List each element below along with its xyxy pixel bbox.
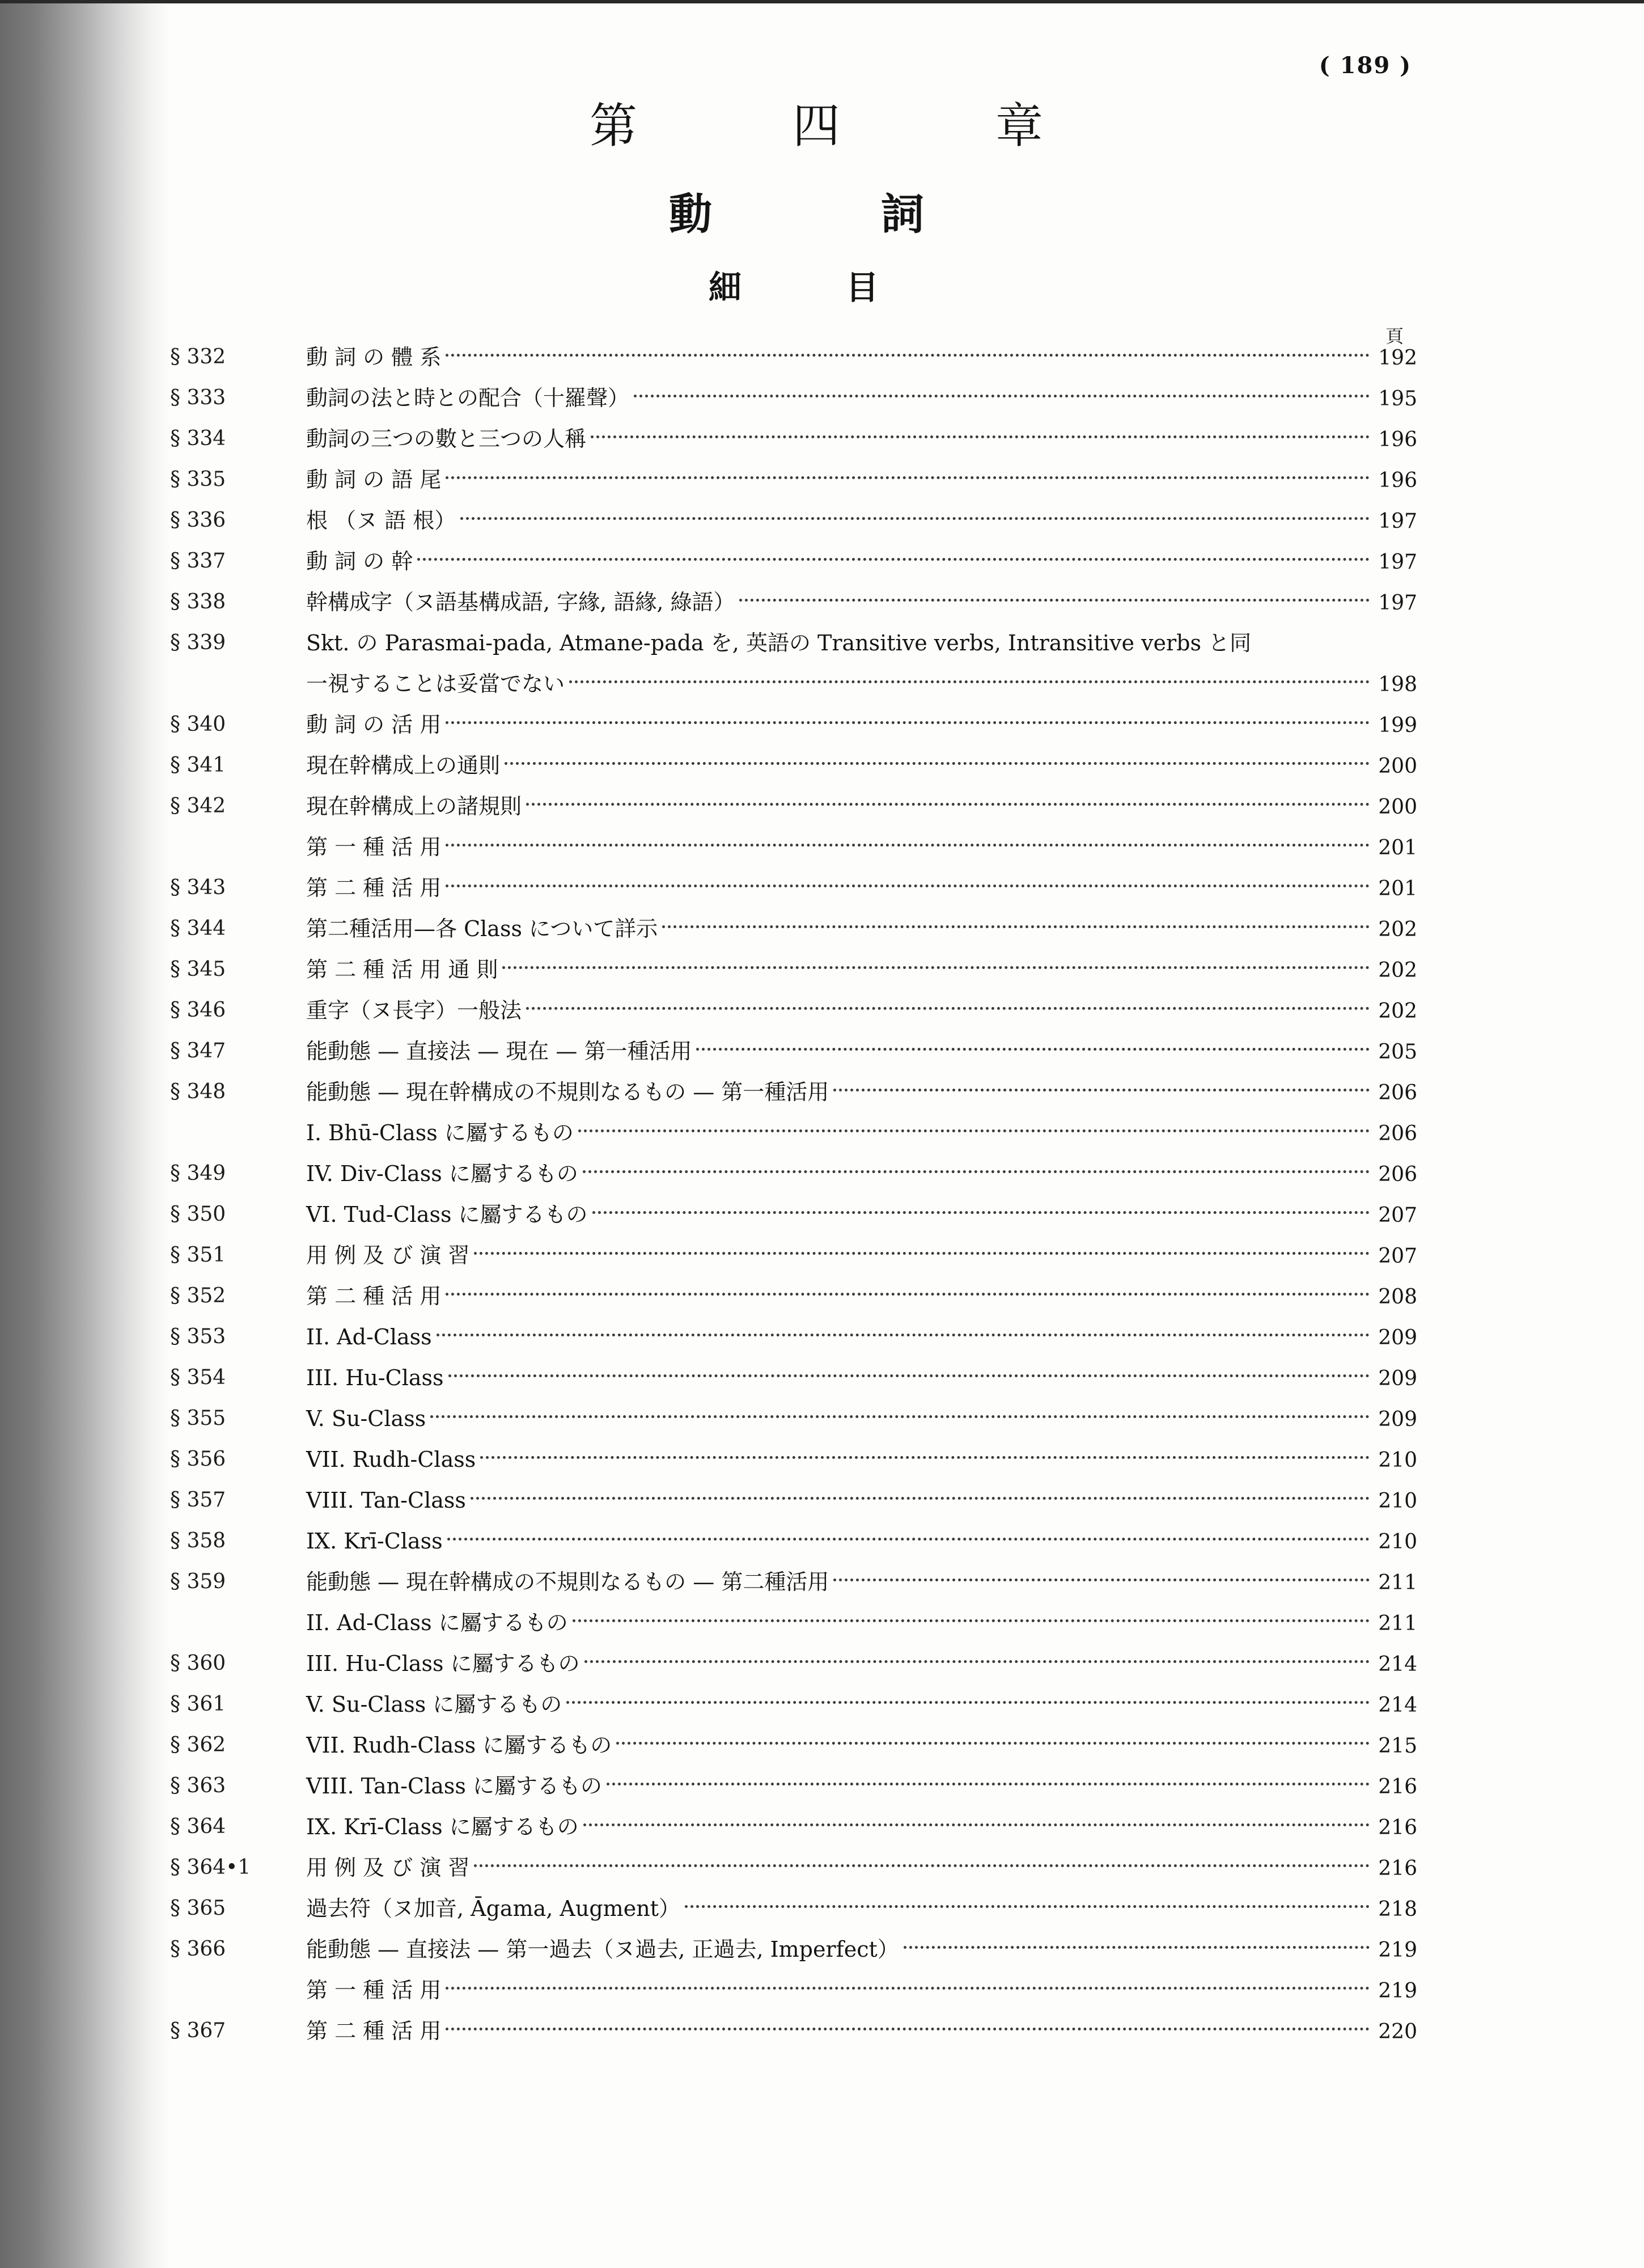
dot-leader xyxy=(591,435,1370,438)
entry-title: VIII. Tan-Class xyxy=(306,1488,466,1513)
entry-title: 現在幹構成上の通則 xyxy=(306,753,501,778)
entry-line xyxy=(306,1847,1417,1889)
toc-entry xyxy=(170,1521,1417,1562)
entry-title: VII. Rudh-Class に屬するもの xyxy=(306,1733,612,1758)
toc-entry xyxy=(170,745,1417,786)
page-ref: 210 xyxy=(1378,1490,1417,1513)
dot-leader xyxy=(446,2028,1370,2030)
section-number: § 345 xyxy=(170,958,226,981)
dot-leader xyxy=(526,1007,1370,1010)
page-number: ( 189 ) xyxy=(1319,52,1412,79)
entry-title: 能動態 — 現在幹構成の不規則なるもの — 第一種活用 xyxy=(306,1080,829,1105)
entry-title: 重字（ヌ長字）一般法 xyxy=(306,998,522,1023)
page-ref: 202 xyxy=(1378,918,1417,941)
entry-title: III. Hu-Class xyxy=(306,1365,444,1390)
section-number: § 336 xyxy=(170,509,226,532)
toc-entry xyxy=(170,1888,1417,1929)
toc-entry xyxy=(170,1439,1417,1480)
page-ref: 196 xyxy=(1378,469,1417,492)
page-ref: 201 xyxy=(1378,836,1417,860)
dot-leader xyxy=(583,1170,1370,1173)
page-ref: 209 xyxy=(1378,1326,1417,1349)
entry-line xyxy=(306,1929,1417,1971)
dot-leader xyxy=(583,1823,1370,1826)
dot-leader xyxy=(833,1089,1370,1091)
page-ref: 216 xyxy=(1378,1857,1417,1880)
toc-entry xyxy=(170,1112,1417,1153)
entry-line xyxy=(306,541,1417,583)
section-number: § 339 xyxy=(170,631,226,654)
section-number: § 350 xyxy=(170,1203,226,1226)
section-number: § 334 xyxy=(170,427,226,450)
dot-leader xyxy=(502,966,1370,969)
section-number: § 347 xyxy=(170,1039,226,1063)
toc-entry xyxy=(170,1317,1417,1357)
entry-title: 動 詞 の 體 系 xyxy=(306,345,442,370)
entry-line xyxy=(306,1562,1417,1603)
section-number: § 333 xyxy=(170,386,226,409)
section-number: § 337 xyxy=(170,549,226,573)
page-ref: 195 xyxy=(1378,387,1417,411)
toc-entry xyxy=(170,1235,1417,1276)
toc-entry xyxy=(170,1806,1417,1847)
page-ref: 199 xyxy=(1378,714,1417,737)
entry-line xyxy=(306,2011,1417,2053)
page-ref: 206 xyxy=(1378,1081,1417,1105)
toc-entry xyxy=(170,1562,1417,1602)
toc-entry xyxy=(170,949,1417,990)
toc-entry xyxy=(170,990,1417,1031)
page-ref: 202 xyxy=(1378,959,1417,982)
entry-line xyxy=(306,908,1417,950)
entry-line xyxy=(306,1112,1417,1154)
section-number: § 364 xyxy=(170,1815,226,1838)
entry-title: I. Bhū-Class に屬するもの xyxy=(306,1120,574,1145)
toc-entry xyxy=(170,786,1417,827)
entry-line xyxy=(306,827,1417,869)
dot-leader xyxy=(430,1415,1370,1418)
entry-title: 動詞の法と時との配合（十羅聲） xyxy=(306,386,630,411)
dot-leader xyxy=(526,803,1370,806)
section-number: § 360 xyxy=(170,1652,226,1675)
dot-leader xyxy=(417,558,1370,561)
section-number: § 357 xyxy=(170,1488,226,1512)
page-ref: 210 xyxy=(1378,1449,1417,1472)
dot-leader xyxy=(480,1456,1370,1459)
entry-line xyxy=(306,949,1417,991)
dot-leader xyxy=(446,721,1370,724)
page-ref: 214 xyxy=(1378,1694,1417,1717)
dot-leader xyxy=(904,1946,1370,1949)
entry-title: 用 例 及 び 演 習 xyxy=(306,1855,470,1880)
entry-title: 根 （ヌ 語 根） xyxy=(306,508,456,533)
toc-entry xyxy=(170,1480,1417,1521)
entry-title: 動 詞 の 幹 xyxy=(306,549,413,574)
dot-leader xyxy=(662,925,1370,928)
toc-entry xyxy=(170,1276,1417,1317)
page-ref: 208 xyxy=(1378,1285,1417,1309)
section-number: § 335 xyxy=(170,468,226,491)
entry-title: 動詞の三つの數と三つの人稱 xyxy=(306,426,587,451)
entry-line xyxy=(306,1357,1417,1399)
section-number: § 344 xyxy=(170,917,226,940)
page-ref: 219 xyxy=(1378,1939,1417,1962)
entry-line xyxy=(306,1725,1417,1767)
toc-entry xyxy=(170,459,1417,500)
title-char: 動 xyxy=(669,189,712,239)
entry-line xyxy=(306,663,1417,705)
top-rule xyxy=(0,0,1644,3)
entry-line xyxy=(306,868,1417,909)
section-number: § 353 xyxy=(170,1325,226,1348)
entry-line xyxy=(306,1194,1417,1236)
toc-entry xyxy=(170,378,1417,418)
page-ref: 197 xyxy=(1378,510,1417,533)
entry-line xyxy=(306,500,1417,542)
section-number: § 352 xyxy=(170,1284,226,1308)
dot-leader xyxy=(447,1538,1370,1541)
table-of-contents xyxy=(170,337,1417,2051)
entry-line xyxy=(306,1806,1417,1848)
toc-entry xyxy=(170,1357,1417,1398)
page-ref: 220 xyxy=(1378,2020,1417,2043)
entry-title: VII. Rudh-Class xyxy=(306,1447,476,1472)
entry-title: IV. Div-Class に屬するもの xyxy=(306,1161,578,1186)
toc-entry xyxy=(170,908,1417,949)
section-char: 細 xyxy=(709,268,742,307)
entry-title: IX. Krī-Class xyxy=(306,1529,443,1554)
toc-entry xyxy=(170,1643,1417,1684)
dot-leader xyxy=(474,1864,1370,1867)
section-number: § 351 xyxy=(170,1243,226,1267)
section-number: § 349 xyxy=(170,1162,226,1185)
dot-leader xyxy=(578,1129,1370,1132)
entry-title: 第 二 種 活 用 xyxy=(306,2019,442,2043)
page-ref: 205 xyxy=(1378,1040,1417,1064)
dot-leader xyxy=(446,844,1370,847)
entry-title: 動 詞 の 活 用 xyxy=(306,712,442,737)
section-number: § 364•1 xyxy=(170,1856,251,1879)
section-number: § 348 xyxy=(170,1080,226,1103)
section-number: § 361 xyxy=(170,1692,226,1716)
toc-entry xyxy=(170,1929,1417,1970)
section-number: § 354 xyxy=(170,1366,226,1389)
entry-title: 第 二 種 活 用 通 則 xyxy=(306,957,498,982)
toc-entry xyxy=(170,541,1417,582)
dot-leader xyxy=(592,1211,1370,1214)
section-number: § 338 xyxy=(170,590,226,613)
section-number: § 363 xyxy=(170,1774,226,1797)
entry-line xyxy=(306,582,1417,624)
entry-line xyxy=(306,1317,1417,1359)
entry-line xyxy=(306,1439,1417,1481)
entry-title: 能動態 — 直接法 — 第一過去（ヌ過去, 正過去, Imperfect） xyxy=(306,1937,899,1962)
toc-entry xyxy=(170,1194,1417,1235)
entry-title: 現在幹構成上の諸規則 xyxy=(306,794,522,819)
page-ref: 200 xyxy=(1378,796,1417,819)
toc-entry xyxy=(170,1602,1417,1643)
page-ref: 198 xyxy=(1378,673,1417,696)
section-number: § 355 xyxy=(170,1407,226,1430)
toc-entry xyxy=(170,2011,1417,2051)
dot-leader xyxy=(474,1252,1370,1255)
toc-entry xyxy=(170,1031,1417,1072)
section-number: § 359 xyxy=(170,1570,226,1593)
section-char: 目 xyxy=(845,268,879,307)
entry-line xyxy=(306,1643,1417,1685)
dot-leader xyxy=(437,1334,1370,1336)
dot-leader xyxy=(446,1293,1370,1296)
dot-leader xyxy=(446,885,1370,887)
entry-line xyxy=(306,378,1417,420)
section-number: § 332 xyxy=(170,345,226,369)
entry-title: V. Su-Class に屬するもの xyxy=(306,1692,562,1717)
page-ref: 201 xyxy=(1378,877,1417,900)
toc-entry xyxy=(170,1970,1417,2011)
dot-leader xyxy=(739,599,1370,602)
entry-line xyxy=(306,1684,1417,1726)
page-ref: 192 xyxy=(1378,346,1417,370)
entry-title: 過去符（ヌ加音, Āgama, Augment） xyxy=(306,1896,680,1921)
page-ref: 219 xyxy=(1378,1979,1417,2003)
entry-title-line1: Skt. の Parasmai-pada, Atmane-pada を, 英語の Transitive verbs, Intransitive verbs と同 xyxy=(306,631,1252,655)
dot-leader xyxy=(460,517,1370,520)
chapter-title xyxy=(590,98,1043,154)
entry-title: II. Ad-Class xyxy=(306,1325,432,1349)
page-ref: 218 xyxy=(1378,1898,1417,1921)
dot-leader xyxy=(573,1619,1370,1622)
entry-line xyxy=(306,1766,1417,1808)
chapter-char: 章 xyxy=(995,98,1043,154)
entry-title: 動 詞 の 語 尾 xyxy=(306,467,442,492)
entry-title: 能動態 — 現在幹構成の不規則なるもの — 第二種活用 xyxy=(306,1569,829,1594)
entry-title: II. Ad-Class に屬するもの xyxy=(306,1610,568,1635)
title-char: 詞 xyxy=(881,189,924,239)
page-ref: 206 xyxy=(1378,1163,1417,1186)
entry-line xyxy=(306,1398,1417,1440)
page-ref: 209 xyxy=(1378,1408,1417,1431)
dot-leader xyxy=(833,1579,1370,1581)
page-ref: 210 xyxy=(1378,1530,1417,1554)
entry-line xyxy=(306,1153,1417,1195)
entry-line xyxy=(306,990,1417,1032)
toc-entry xyxy=(170,1398,1417,1439)
entry-line xyxy=(306,1602,1417,1644)
toc-entry xyxy=(170,337,1417,378)
entry-line xyxy=(306,1970,1417,2012)
dot-leader xyxy=(569,680,1370,683)
dot-leader xyxy=(446,1987,1370,1990)
page-ref: 214 xyxy=(1378,1653,1417,1676)
page-ref: 211 xyxy=(1378,1612,1417,1635)
entry-line xyxy=(306,418,1417,460)
entry-line xyxy=(306,1480,1417,1522)
section-number: § 340 xyxy=(170,713,226,736)
page-ref: 197 xyxy=(1378,551,1417,574)
toc-entry xyxy=(170,704,1417,745)
entry-line xyxy=(306,1276,1417,1318)
section-title xyxy=(709,268,879,307)
entry-title: V. Su-Class xyxy=(306,1406,426,1431)
section-number: § 342 xyxy=(170,794,226,818)
dot-leader xyxy=(685,1905,1370,1908)
entry-title: 第 一 種 活 用 xyxy=(306,835,442,860)
section-number: § 346 xyxy=(170,998,226,1022)
entry-line xyxy=(306,1031,1417,1073)
page-ref: 215 xyxy=(1378,1734,1417,1758)
entry-title: 幹構成字（ヌ語基構成語, 字緣, 語緣, 綠語） xyxy=(306,590,735,615)
toc-entry xyxy=(170,868,1417,908)
entry-title: III. Hu-Class に屬するもの xyxy=(306,1651,580,1676)
entry-line xyxy=(306,337,1417,379)
dot-leader xyxy=(505,762,1370,765)
toc-entry xyxy=(170,1684,1417,1725)
section-number: § 358 xyxy=(170,1529,226,1552)
page-ref: 216 xyxy=(1378,1816,1417,1839)
entry-line xyxy=(306,704,1417,746)
entry-title: 第 一 種 活 用 xyxy=(306,1978,442,2003)
page-ref: 211 xyxy=(1378,1571,1417,1594)
entry-line xyxy=(306,1888,1417,1930)
toc-entry xyxy=(170,1766,1417,1806)
toc-entry xyxy=(170,1725,1417,1766)
entry-line xyxy=(306,745,1417,787)
section-number: § 366 xyxy=(170,1937,226,1961)
entry-title: 第 二 種 活 用 xyxy=(306,875,442,900)
page-ref: 209 xyxy=(1378,1367,1417,1390)
page-column-label: 頁 xyxy=(1385,325,1404,347)
dot-leader xyxy=(634,395,1370,397)
toc-entry xyxy=(170,418,1417,459)
entry-line xyxy=(306,459,1417,501)
toc-entry xyxy=(170,582,1417,623)
page-ref: 200 xyxy=(1378,755,1417,778)
dot-leader xyxy=(446,354,1370,357)
entry-line xyxy=(306,786,1417,828)
entry-title: IX. Krī-Class に屬するもの xyxy=(306,1814,579,1839)
toc-entry xyxy=(170,1847,1417,1888)
toc-entry xyxy=(170,1072,1417,1112)
section-number: § 365 xyxy=(170,1897,226,1920)
page-ref: 216 xyxy=(1378,1775,1417,1799)
entry-line xyxy=(306,1235,1417,1277)
page-ref: 206 xyxy=(1378,1122,1417,1145)
page-binding-shadow xyxy=(0,0,170,2268)
entry-title: 能動態 — 直接法 — 現在 — 第一種活用 xyxy=(306,1039,692,1064)
entry-title: 第二種活用—各 Class について詳示 xyxy=(306,916,658,941)
dot-leader xyxy=(446,476,1370,479)
entry-line xyxy=(306,1072,1417,1114)
entry-line xyxy=(306,1521,1417,1563)
entry-title: 第 二 種 活 用 xyxy=(306,1284,442,1309)
section-number: § 362 xyxy=(170,1733,226,1757)
section-number: § 356 xyxy=(170,1448,226,1471)
entry-title: VI. Tud-Class に屬するもの xyxy=(306,1202,588,1227)
dot-leader xyxy=(566,1701,1370,1704)
dot-leader xyxy=(616,1742,1370,1745)
page-ref: 197 xyxy=(1378,591,1417,615)
page-ref: 196 xyxy=(1378,428,1417,451)
section-number: § 343 xyxy=(170,876,226,899)
toc-entry xyxy=(170,1153,1417,1194)
chapter-char: 四 xyxy=(792,98,840,154)
section-number: § 367 xyxy=(170,2019,226,2042)
section-number: § 341 xyxy=(170,754,226,777)
page-ref: 207 xyxy=(1378,1204,1417,1227)
page-ref: 202 xyxy=(1378,1000,1417,1023)
entry-title: 用 例 及 び 演 習 xyxy=(306,1243,470,1268)
entry-title: VIII. Tan-Class に屬するもの xyxy=(306,1774,602,1799)
entry-title: 一視することは妥當でない xyxy=(306,671,565,696)
dot-leader xyxy=(448,1374,1370,1377)
dot-leader xyxy=(696,1048,1370,1051)
dot-leader xyxy=(471,1497,1370,1500)
toc-entry xyxy=(170,623,1417,704)
toc-entry xyxy=(170,500,1417,541)
dot-leader xyxy=(607,1783,1370,1785)
page-ref: 207 xyxy=(1378,1245,1417,1268)
toc-entry xyxy=(170,827,1417,868)
chapter-char: 第 xyxy=(590,98,638,154)
dot-leader xyxy=(584,1660,1370,1663)
page-title xyxy=(669,189,924,239)
